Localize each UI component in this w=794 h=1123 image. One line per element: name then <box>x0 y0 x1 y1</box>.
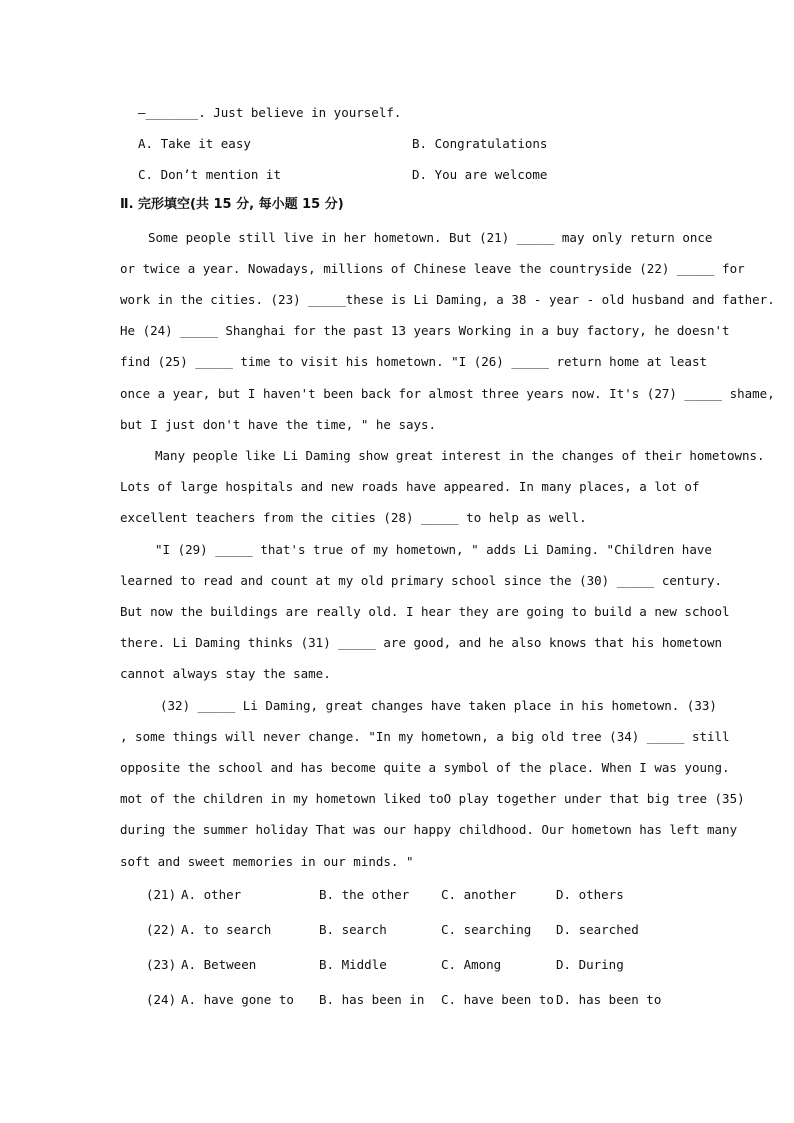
option-c: C. another <box>441 887 517 902</box>
option-c: C. searching <box>441 922 532 937</box>
option-a: A. to search <box>181 922 272 937</box>
passage-line: "I (29) _____ that's true of my hometown, " adds Li Daming. "Children have <box>155 542 712 557</box>
passage-line: learned to read and count at my old primary school since the (30) _____ century. <box>120 573 723 588</box>
passage-line: Some people still live in her hometown. But (21) _____ may only return once <box>148 230 713 245</box>
option-c: C. have been to <box>441 992 554 1007</box>
passage-line: cannot always stay the same. <box>120 666 331 681</box>
passage-line: Lots of large hospitals and new roads have appeared. In many places, a lot of <box>120 479 700 494</box>
question-number: (21) <box>146 887 177 902</box>
option-d: D. During <box>556 957 624 972</box>
section-heading: Ⅱ. 完形填空(共 15 分, 每小题 15 分) <box>120 197 344 212</box>
question-number: (22) <box>146 922 177 937</box>
passage-line: during the summer holiday That was our happy childhood. Our hometown has left many <box>120 822 738 837</box>
passage-line: , some things will never change. "In my hometown, a big old tree (34) _____ still <box>120 729 730 744</box>
option-a: A. Between <box>181 957 257 972</box>
option-a: A. Take it easy <box>138 136 251 151</box>
option-b: B. search <box>319 922 387 937</box>
passage-line: mot of the children in my hometown liked toO play together under that big tree (35) <box>120 791 745 806</box>
passage-line: find (25) _____ time to visit his hometown. "I (26) _____ return home at least <box>120 354 707 369</box>
passage-line: (32) _____ Li Daming, great changes have taken place in his hometown. (33) <box>160 698 717 713</box>
option-d: D. others <box>556 887 624 902</box>
passage-line: Many people like Li Daming show great interest in the changes of their hometowns. <box>155 448 765 463</box>
passage-line: soft and sweet memories in our minds. " <box>120 854 414 869</box>
passage-line: He (24) _____ Shanghai for the past 13 years Working in a buy factory, he doesn't <box>120 323 730 338</box>
option-a: A. other <box>181 887 242 902</box>
option-d: D. You are welcome <box>412 167 548 182</box>
option-b: B. Congratulations <box>412 136 548 151</box>
passage-line: excellent teachers from the cities (28) _____ to help as well. <box>120 510 587 525</box>
option-c: C. Among <box>441 957 502 972</box>
option-d: D. has been to <box>556 992 662 1007</box>
question-number: (24) <box>146 992 177 1007</box>
option-a: A. have gone to <box>181 992 294 1007</box>
option-b: B. the other <box>319 887 410 902</box>
passage-line: there. Li Daming thinks (31) _____ are good, and he also knows that his hometown <box>120 635 723 650</box>
passage-line: opposite the school and has become quite a symbol of the place. When I was young. <box>120 760 730 775</box>
passage-line: once a year, but I haven't been back for almost three years now. It's (27) _____ shame, <box>120 386 775 401</box>
option-b: B. Middle <box>319 957 387 972</box>
question-prompt: —_______. Just believe in yourself. <box>138 105 402 120</box>
option-b: B. has been in <box>319 992 425 1007</box>
passage-line: or twice a year. Nowadays, millions of Chinese leave the countryside (22) _____ for <box>120 261 745 276</box>
option-d: D. searched <box>556 922 639 937</box>
question-number: (23) <box>146 957 177 972</box>
passage-line: work in the cities. (23) _____these is Li Daming, a 38 - year - old husband and father. <box>120 292 775 307</box>
passage-line: But now the buildings are really old. I hear they are going to build a new school <box>120 604 730 619</box>
passage-line: but I just don't have the time, " he says. <box>120 417 437 432</box>
option-c: C. Don’t mention it <box>138 167 281 182</box>
